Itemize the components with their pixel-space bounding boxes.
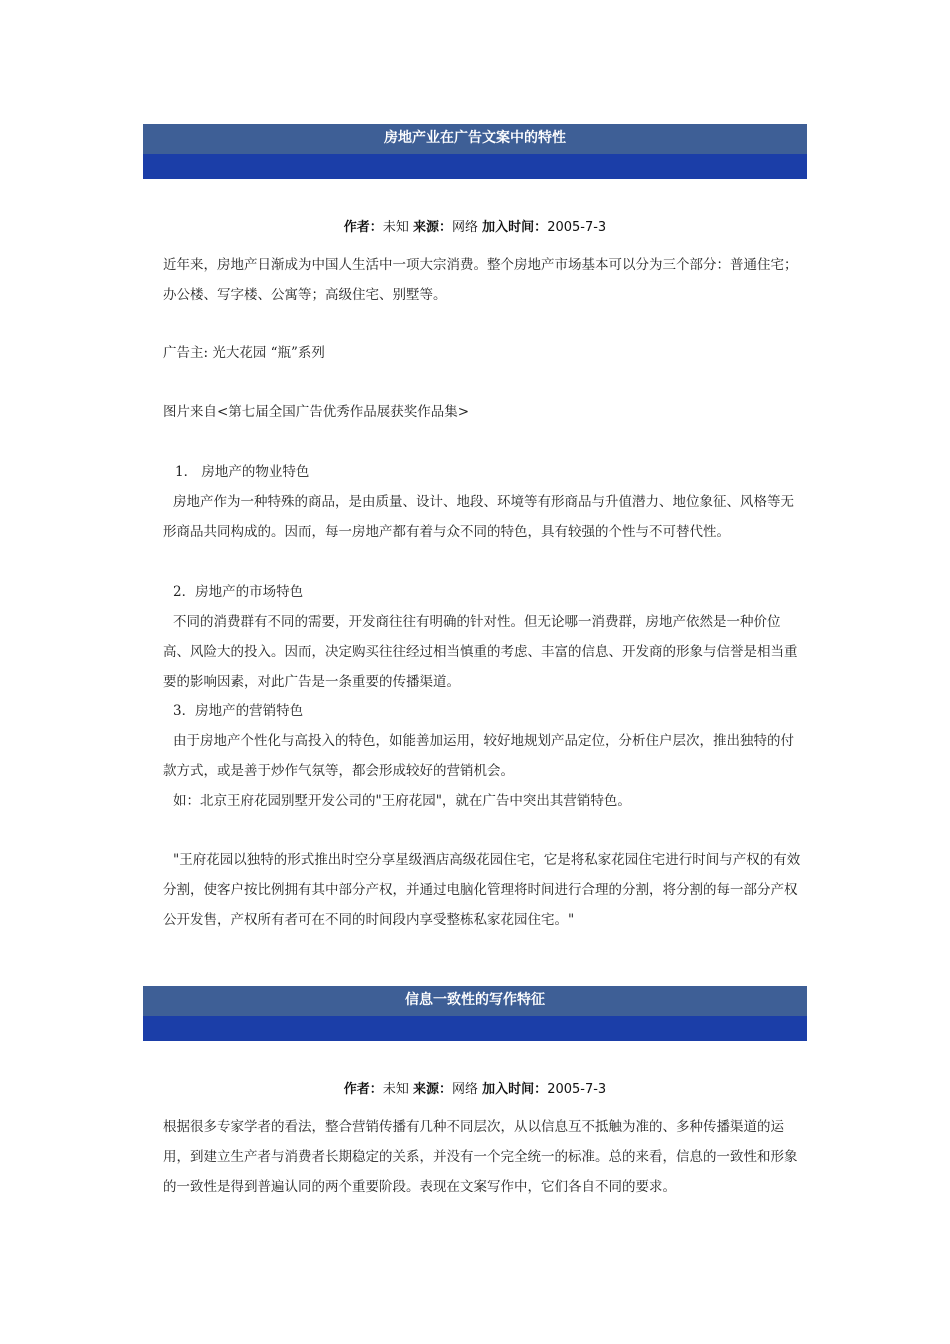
date-label: 加入时间 (482, 1082, 535, 1097)
quote-paragraph: "王府花园以独特的形式推出时空分享星级酒店高级花园住宅，它是将私家花园住宅进行时间与产权的有效分割，使客户按比例拥有其中部分产权，并通过电脑化管理将时间进行合理的分割，将分割的每一部分产权公开发售，产权所有者可在不同的时间段内享受整栋私家花园住宅。" (163, 852, 801, 928)
section2-intro: 根据很多专家学者的看法，整合营销传播有几种不同层次，从以信息互不抵触为准的、多种传播渠道的运用，到建立生产者与消费者长期稳定的关系，并没有一个完全统一的标准。总的来看，信息的一致性和形象的一致性是得到普遍认同的两个重要阶段。表现在文案写作中，它们各自不同的要求。 (163, 1119, 798, 1195)
date-value: 2005-7-3 (547, 1082, 607, 1097)
item1-body: 房地产作为一种特殊的商品，是由质量、设计、地段、环境等有形商品与升值潜力、地位象征、风格等无形商品共同构成的。因而，每一房地产都有着与众不同的特色，具有较强的个性与不可替代性。 (163, 494, 794, 540)
author-label: 作者 (343, 1082, 370, 1097)
item3-heading: 3．房地产的营销特色 (173, 703, 304, 719)
section1-header (143, 124, 807, 179)
source-value: 网络 (452, 1082, 479, 1097)
author-label: 作者 (343, 220, 370, 235)
date-label: 加入时间 (482, 220, 535, 235)
section2-title: 信息一致性的写作特征 (143, 986, 807, 1016)
item2-heading: 2．房地产的市场特色 (173, 584, 304, 600)
source-label: 来源 (412, 1082, 439, 1097)
section2-meta: 作者：未知 来源：网络 加入时间：2005-7-3 (343, 1082, 607, 1097)
advertiser-line: 广告主: 光大花园 “瓶”系列 (163, 345, 325, 361)
section2-blue-bar (143, 1016, 807, 1041)
source-value: 网络 (452, 220, 479, 235)
item2-body: 不同的消费群有不同的需要，开发商往往有明确的针对性。但无论哪一消费群，房地产依然是一种价位高、风险大的投入。因而，决定购买往往经过相当慎重的考虑、丰富的信息、开发商的形象与信誉是相当重要的影响因素，对此广告是一条重要的传播渠道。 (163, 614, 798, 690)
source-label: 来源 (412, 220, 439, 235)
author-value: 未知 (382, 220, 409, 235)
section2-header (143, 986, 807, 1041)
section1-title: 房地产业在广告文案中的特性 (143, 124, 807, 154)
image-source-line: 图片来自<第七届全国广告优秀作品展获奖作品集> (163, 404, 470, 420)
section1-blue-bar (143, 154, 807, 179)
date-value: 2005-7-3 (547, 220, 607, 235)
author-value: 未知 (382, 1082, 409, 1097)
section1-meta: 作者：未知 来源：网络 加入时间：2005-7-3 (343, 220, 607, 235)
item1-heading: 1． 房地产的物业特色 (175, 464, 310, 480)
item3-body: 由于房地产个性化与高投入的特色，如能善加运用，较好地规划产品定位，分析住户层次，推出独特的付款方式，或是善于炒作气氛等，都会形成较好的营销机会。 (163, 733, 794, 779)
section1-intro: 近年来，房地产日渐成为中国人生活中一项大宗消费。整个房地产市场基本可以分为三个部分：普通住宅；办公楼、写字楼、公寓等；高级住宅、别墅等。 (163, 257, 798, 303)
example-line: 如：北京王府花园别墅开发公司的"王府花园"，就在广告中突出其营销特色。 (173, 793, 631, 809)
